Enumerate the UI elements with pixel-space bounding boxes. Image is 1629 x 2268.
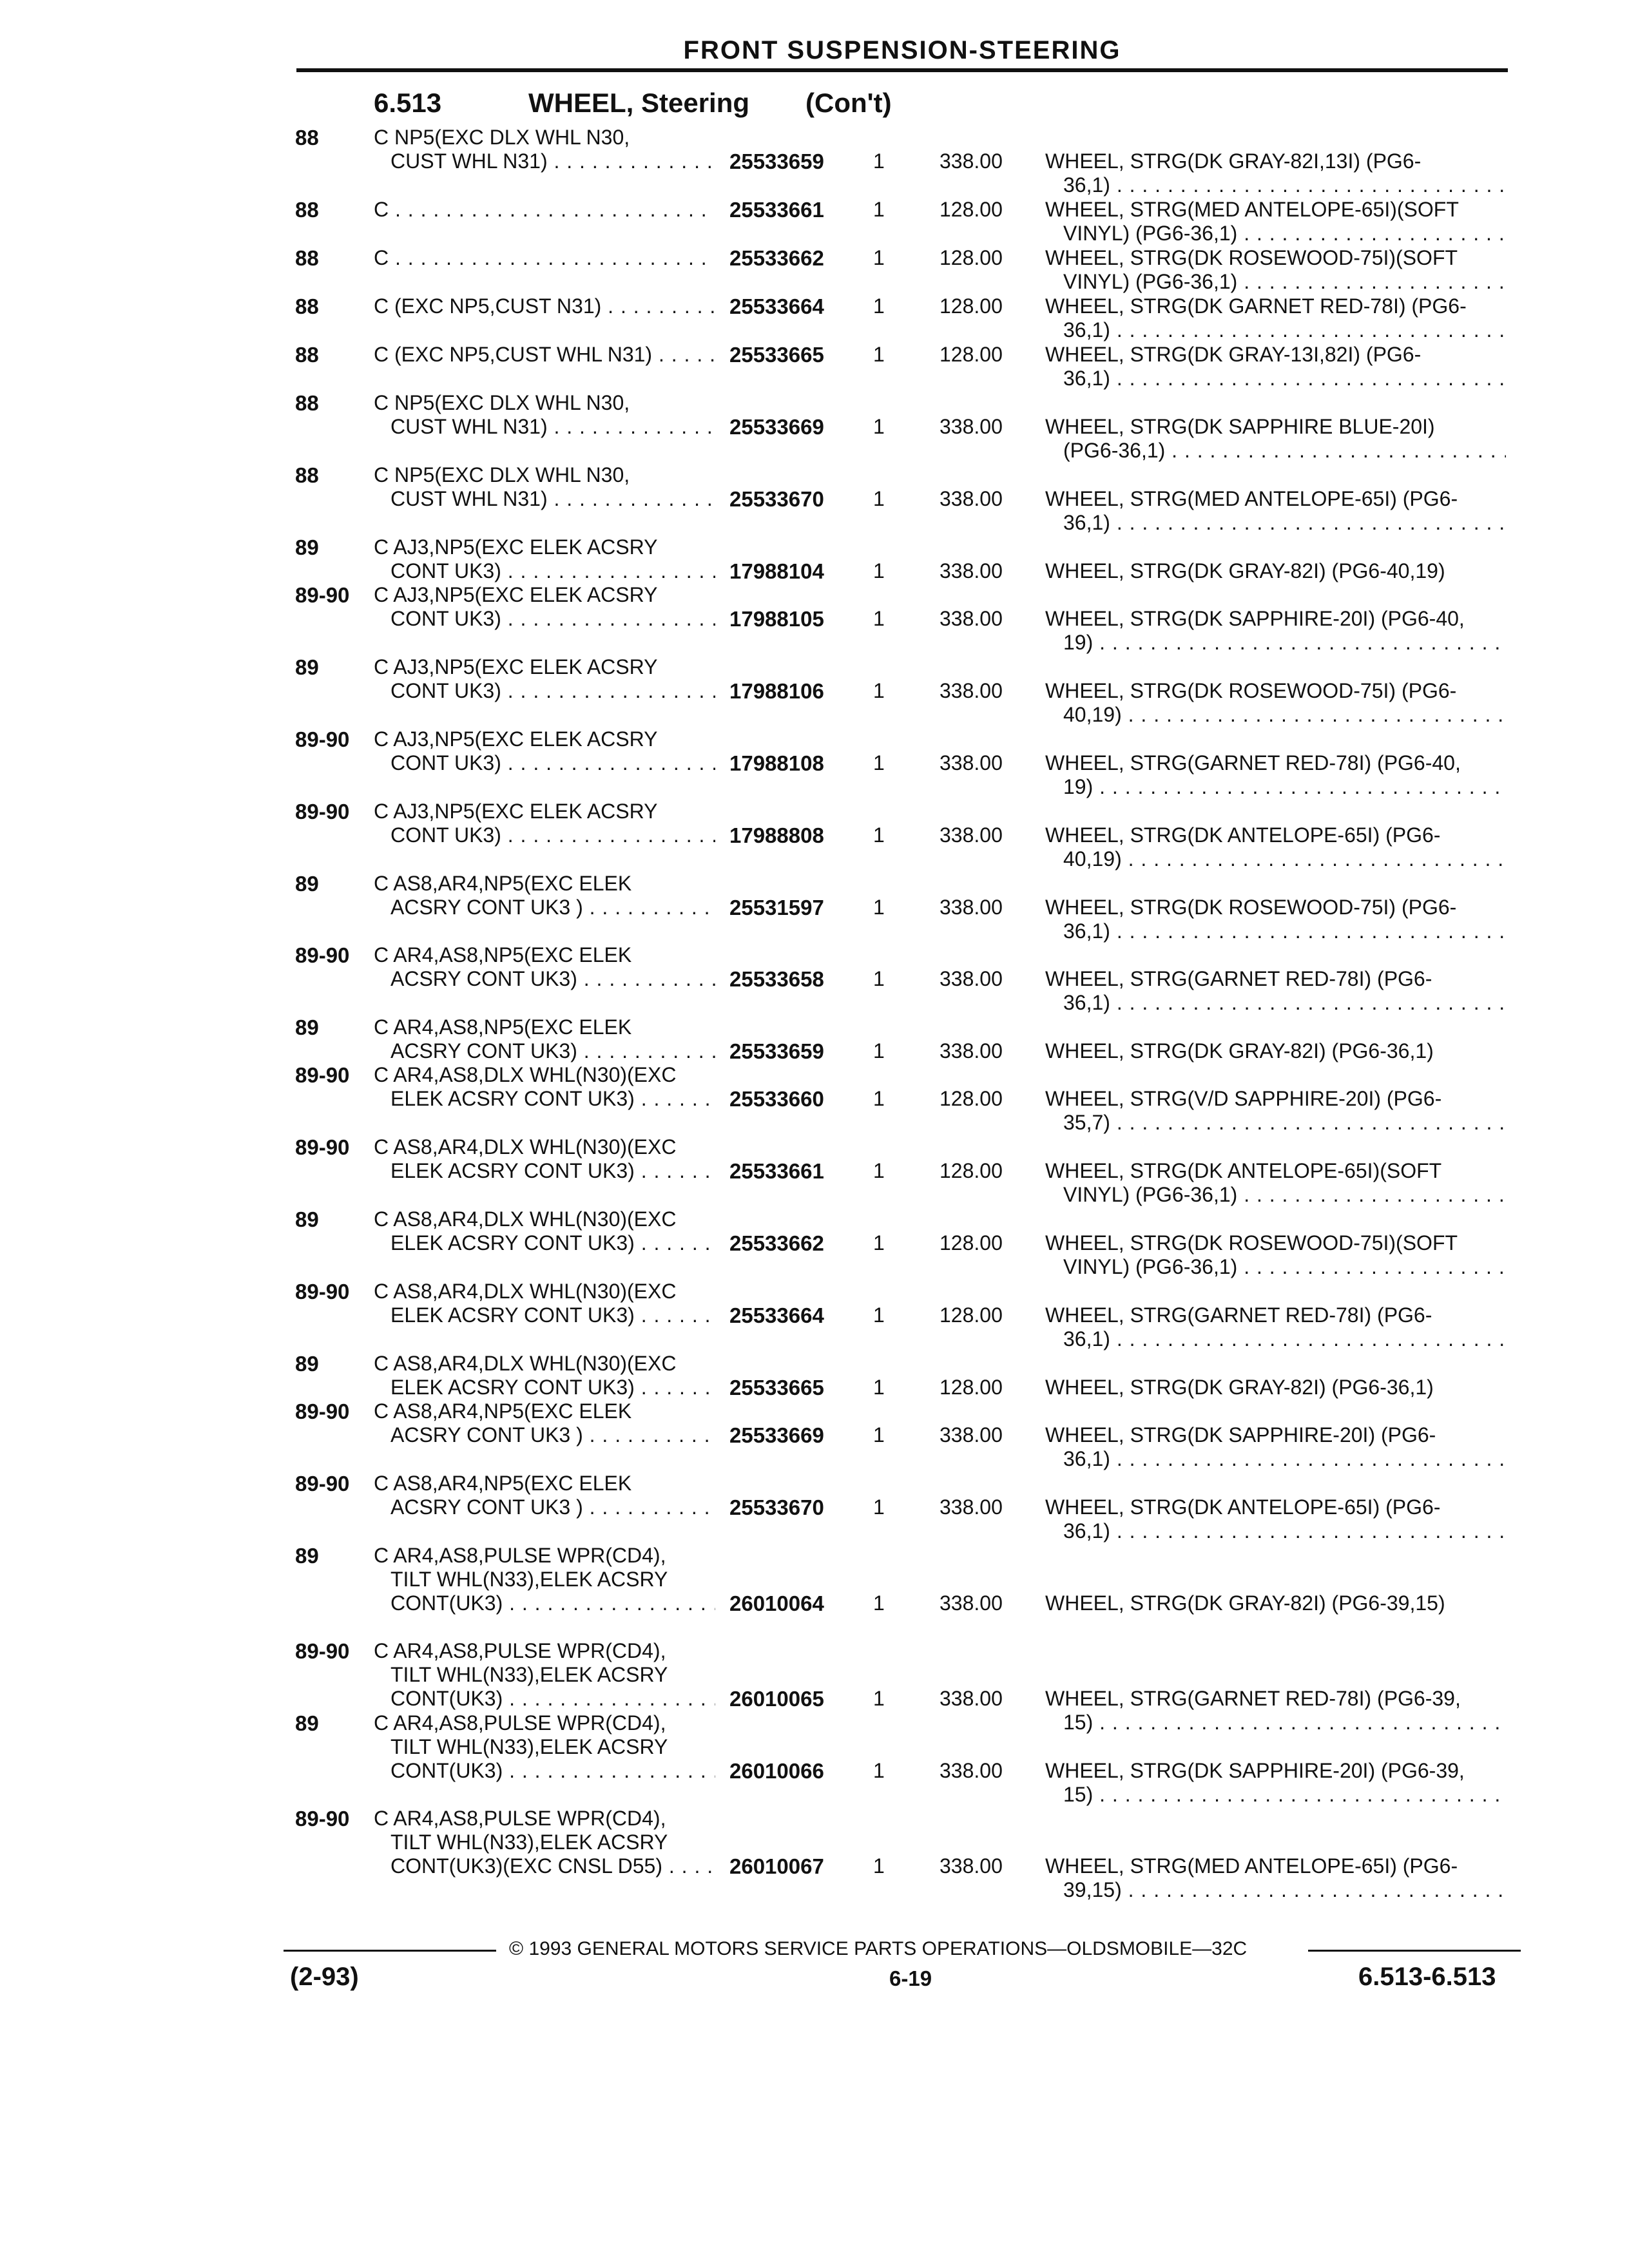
part-name-line: 36,1) . . . [1045,1519,1506,1543]
page-header-title: FRONT SUSPENSION-STEERING [683,36,1121,64]
part-name-line: WHEEL, STRG(DK SAPPHIRE BLUE-20I) [1045,415,1435,438]
list-price: 338.00 [940,1591,1003,1615]
part-name [1045,198,1506,245]
usage-line: C AJ3,NP5(EXC ELEK ACSRY [374,535,658,559]
quantity: 1 [873,1231,885,1254]
quantity: 1 [873,415,885,438]
usage-line: TILT WHL(N33),ELEK ACSRY [390,1735,668,1758]
usage-line: CONT(UK3) . . . [374,1687,715,1711]
part-name-line: WHEEL, STRG(MED ANTELOPE-65I) (PG6- [1045,487,1458,510]
part-name [1045,679,1506,727]
part-name-line: WHEEL, STRG(DK SAPPHIRE-20I) (PG6- [1045,1423,1436,1446]
part-number: 17988105 [729,607,824,631]
part-name-line: 19) . . . [1045,631,1506,655]
part-name [1045,607,1506,655]
usage-description [374,1207,715,1255]
usage-line: ELEK ACSRY CONT UK3) . . . [374,1303,715,1327]
part-name-line: WHEEL, STRG(DK GRAY-82I,13I) (PG6- [1045,149,1422,173]
part-name-line: WHEEL, STRG(DK GRAY-82I) (PG6-39,15) [1045,1591,1445,1615]
usage-description [374,655,715,703]
list-price: 338.00 [940,1423,1003,1446]
usage-description [374,1063,715,1111]
usage-description [374,1639,715,1711]
usage-line: C AS8,AR4,DLX WHL(N30)(EXC [374,1135,677,1158]
model-year: 89 [295,655,319,679]
model-year: 89-90 [295,1807,350,1831]
part-name-line: VINYL) (PG6-36,1) . . . [1045,222,1506,245]
usage-line: CONT(UK3) . . . [374,1759,715,1783]
list-price: 128.00 [940,1159,1003,1182]
quantity: 1 [873,149,885,173]
part-name-line: WHEEL, STRG(DK ROSEWOOD-75I) (PG6- [1045,896,1457,919]
part-name [1045,487,1506,535]
part-name-line: WHEEL, STRG(V/D SAPPHIRE-20I) (PG6- [1045,1087,1442,1110]
copyright-notice: © 1993 GENERAL MOTORS SERVICE PARTS OPERATIONS—OLDSMOBILE—32C [509,1938,1248,1959]
usage-line: C . . . [374,198,715,222]
quantity: 1 [873,1087,885,1110]
part-name-line: WHEEL, STRG(DK ANTELOPE-65I) (PG6- [1045,1495,1441,1519]
part-number: 25533669 [729,415,824,439]
quantity: 1 [873,487,885,510]
part-name-line: (PG6-36,1) . . . [1045,439,1506,463]
header-rule [296,68,1508,72]
part-number: 26010065 [729,1687,824,1711]
usage-description [374,800,715,847]
usage-line: C AS8,AR4,DLX WHL(N30)(EXC [374,1207,677,1231]
part-name [1045,1687,1506,1735]
model-year: 89 [295,872,319,896]
part-name-line: WHEEL, STRG(DK GRAY-13I,82I) (PG6- [1045,343,1422,366]
usage-line: C AJ3,NP5(EXC ELEK ACSRY [374,583,658,606]
quantity: 1 [873,1159,885,1182]
part-number: 25533665 [729,1376,824,1399]
usage-description [374,246,715,270]
list-price: 128.00 [940,1087,1003,1110]
model-year: 89-90 [295,800,350,823]
part-name-line: 36,1) . . . [1045,991,1506,1015]
part-name-line: WHEEL, STRG(DK GRAY-82I) (PG6-36,1) [1045,1039,1434,1062]
part-name-line: 36,1) . . . [1045,173,1506,197]
list-price: 338.00 [940,1687,1003,1710]
part-number: 17988106 [729,679,824,703]
part-number: 26010067 [729,1854,824,1878]
part-name [1045,1303,1506,1351]
part-number: 25533664 [729,294,824,318]
part-name-line: WHEEL, STRG(GARNET RED-78I) (PG6- [1045,1303,1432,1327]
model-year: 88 [295,126,319,149]
part-name [1045,343,1506,390]
part-name [1045,1495,1506,1543]
part-number: 26010064 [729,1591,824,1615]
model-year: 88 [295,391,319,415]
quantity: 1 [873,294,885,318]
part-name-line: VINYL) (PG6-36,1) . . . [1045,270,1506,294]
model-year: 89-90 [295,1639,350,1663]
list-price: 128.00 [940,343,1003,366]
usage-description [374,727,715,775]
section-continued: (Con't) [805,88,892,118]
part-name-line: 15) . . . [1045,1783,1506,1807]
part-name-line: 36,1) . . . [1045,367,1506,390]
list-price: 128.00 [940,198,1003,221]
part-name [1045,149,1506,197]
part-number: 25533659 [729,149,824,173]
list-price: 338.00 [940,149,1003,173]
list-price: 128.00 [940,294,1003,318]
footer-rule-right [1308,1950,1521,1952]
footer-rule-left [284,1950,496,1952]
section-title: WHEEL, Steering [528,88,750,118]
usage-line: C AS8,AR4,NP5(EXC ELEK [374,1399,632,1423]
model-year: 88 [295,343,319,367]
list-price: 338.00 [940,607,1003,630]
part-name-line: WHEEL, STRG(DK ROSEWOOD-75I) (PG6- [1045,679,1457,702]
usage-line: ACSRY CONT UK3) . . . [374,967,715,991]
list-price: 338.00 [940,487,1003,510]
usage-description [374,1544,715,1615]
model-year: 89-90 [295,1135,350,1159]
usage-line: ACSRY CONT UK3 ) . . . [374,1423,715,1447]
usage-line: ACSRY CONT UK3) . . . [374,1039,715,1063]
part-name-line: 35,7) . . . [1045,1111,1506,1135]
usage-line: C AS8,AR4,NP5(EXC ELEK [374,872,632,895]
usage-line: C AS8,AR4,DLX WHL(N30)(EXC [374,1280,677,1303]
quantity: 1 [873,559,885,582]
quantity: 1 [873,679,885,702]
quantity: 1 [873,1759,885,1782]
usage-description [374,1015,715,1063]
part-name-line: WHEEL, STRG(GARNET RED-78I) (PG6-39, [1045,1687,1461,1710]
part-number: 25533659 [729,1039,824,1063]
part-name [1045,1376,1506,1399]
part-number: 25533660 [729,1087,824,1111]
part-name [1045,294,1506,342]
model-year: 89 [295,1352,319,1376]
usage-line: C AR4,AS8,PULSE WPR(CD4), [374,1639,666,1662]
section-number: 6.513 [374,88,442,118]
usage-description [374,583,715,631]
usage-line: CUST WHL N31) . . . [374,149,715,173]
list-price: 128.00 [940,246,1003,269]
part-name [1045,967,1506,1015]
model-year: 88 [295,463,319,487]
part-name-line: 36,1) . . . [1045,318,1506,342]
usage-description [374,535,715,583]
model-year: 89 [295,1207,319,1231]
usage-description [374,343,715,367]
usage-line: TILT WHL(N33),ELEK ACSRY [390,1831,668,1854]
part-number: 26010066 [729,1759,824,1783]
part-name-line: VINYL) (PG6-36,1) . . . [1045,1255,1506,1279]
list-price: 338.00 [940,751,1003,774]
list-price: 338.00 [940,679,1003,702]
part-name-line: 15) . . . [1045,1711,1506,1735]
usage-line: CONT UK3) . . . [374,559,715,583]
list-price: 338.00 [940,967,1003,990]
usage-line: C AR4,AS8,PULSE WPR(CD4), [374,1711,666,1735]
part-name-line: VINYL) (PG6-36,1) . . . [1045,1183,1506,1207]
part-name [1045,1423,1506,1471]
list-price: 338.00 [940,1759,1003,1782]
usage-line: C AR4,AS8,NP5(EXC ELEK [374,1015,632,1039]
usage-line: CONT(UK3)(EXC CNSL D55) . . . [374,1854,715,1878]
part-name [1045,1159,1506,1207]
usage-line: ACSRY CONT UK3 ) . . . [374,1495,715,1519]
usage-line: CONT UK3) . . . [374,751,715,775]
usage-line: C AR4,AS8,PULSE WPR(CD4), [374,1807,666,1830]
part-name-line: WHEEL, STRG(DK ROSEWOOD-75I)(SOFT [1045,246,1458,269]
part-name-line: 39,15) . . . [1045,1878,1506,1902]
part-name-line: WHEEL, STRG(MED ANTELOPE-65I)(SOFT [1045,198,1459,221]
usage-line: C AS8,AR4,NP5(EXC ELEK [374,1472,632,1495]
part-name [1045,1591,1506,1615]
part-name-line: 36,1) . . . [1045,1327,1506,1351]
usage-line: C AJ3,NP5(EXC ELEK ACSRY [374,727,658,751]
usage-line: C AR4,AS8,NP5(EXC ELEK [374,943,632,966]
usage-line: CONT UK3) . . . [374,679,715,703]
part-name-line: 19) . . . [1045,775,1506,799]
model-year: 89-90 [295,1280,350,1303]
usage-line: CONT(UK3) . . . [374,1591,715,1615]
part-name-line: WHEEL, STRG(DK GRAY-82I) (PG6-36,1) [1045,1376,1434,1399]
list-price: 338.00 [940,1495,1003,1519]
usage-description [374,1472,715,1519]
model-year: 89-90 [295,583,350,607]
quantity: 1 [873,1687,885,1710]
part-name [1045,1854,1506,1902]
usage-description [374,126,715,173]
part-name [1045,1231,1506,1279]
usage-description [374,872,715,919]
quantity: 1 [873,823,885,847]
quantity: 1 [873,198,885,221]
quantity: 1 [873,1854,885,1878]
usage-line: ELEK ACSRY CONT UK3) . . . [374,1231,715,1255]
part-number: 17988808 [729,823,824,847]
quantity: 1 [873,1376,885,1399]
part-name-line: WHEEL, STRG(MED ANTELOPE-65I) (PG6- [1045,1854,1458,1878]
part-name-line: WHEEL, STRG(DK SAPPHIRE-20I) (PG6-40, [1045,607,1465,630]
usage-description [374,943,715,991]
part-name-line: WHEEL, STRG(DK GRAY-82I) (PG6-40,19) [1045,559,1445,582]
part-name [1045,751,1506,799]
usage-line: ELEK ACSRY CONT UK3) . . . [374,1087,715,1111]
quantity: 1 [873,896,885,919]
usage-line: CUST WHL N31) . . . [374,415,715,439]
usage-line: CONT UK3) . . . [374,607,715,631]
list-price: 128.00 [940,1231,1003,1254]
model-year: 89-90 [295,1399,350,1423]
part-name [1045,246,1506,294]
part-name-line: 36,1) . . . [1045,919,1506,943]
part-name-line: WHEEL, STRG(GARNET RED-78I) (PG6- [1045,967,1432,990]
model-year: 88 [295,246,319,270]
part-name [1045,1039,1506,1063]
model-year: 89 [295,1015,319,1039]
part-name [1045,896,1506,943]
part-name-line: WHEEL, STRG(GARNET RED-78I) (PG6-40, [1045,751,1461,774]
usage-line: C AR4,AS8,DLX WHL(N30)(EXC [374,1063,677,1086]
quantity: 1 [873,246,885,269]
usage-description [374,1711,715,1783]
list-price: 338.00 [940,559,1003,582]
list-price: 338.00 [940,1039,1003,1062]
model-year: 88 [295,294,319,318]
part-number: 17988104 [729,559,824,583]
part-number: 25533661 [729,1159,824,1183]
part-name-line: WHEEL, STRG(DK ANTELOPE-65I) (PG6- [1045,823,1441,847]
model-year: 89 [295,1544,319,1568]
quantity: 1 [873,343,885,366]
model-year: 89 [295,535,319,559]
model-year: 89-90 [295,727,350,751]
quantity: 1 [873,1039,885,1062]
model-year: 89-90 [295,1472,350,1495]
usage-description [374,1135,715,1183]
quantity: 1 [873,1495,885,1519]
usage-line: ACSRY CONT UK3 ) . . . [374,896,715,919]
part-number: 25533670 [729,1495,824,1519]
usage-line: C AJ3,NP5(EXC ELEK ACSRY [374,655,658,678]
usage-line: C NP5(EXC DLX WHL N30, [374,126,630,149]
part-number: 25533670 [729,487,824,511]
part-name-line: 40,19) . . . [1045,703,1506,727]
usage-description [374,463,715,511]
usage-line: ELEK ACSRY CONT UK3) . . . [374,1376,715,1399]
usage-description [374,294,715,318]
usage-description [374,198,715,222]
usage-line: CONT UK3) . . . [374,823,715,847]
part-name-line: WHEEL, STRG(DK ANTELOPE-65I)(SOFT [1045,1159,1442,1182]
usage-description [374,1352,715,1399]
model-year: 89 [295,1711,319,1735]
part-name-line: 40,19) . . . [1045,847,1506,871]
quantity: 1 [873,607,885,630]
page-number: 6-19 [889,1966,932,1990]
model-year: 89-90 [295,1063,350,1087]
part-name [1045,1759,1506,1807]
model-year: 88 [295,198,319,222]
part-name-line: WHEEL, STRG(DK ROSEWOOD-75I)(SOFT [1045,1231,1458,1254]
quantity: 1 [873,751,885,774]
usage-line: C . . . [374,246,715,270]
part-name-line: 36,1) . . . [1045,511,1506,535]
quantity: 1 [873,1303,885,1327]
part-number: 25533662 [729,1231,824,1255]
quantity: 1 [873,1423,885,1446]
part-name [1045,415,1506,463]
quantity: 1 [873,967,885,990]
part-name-line: WHEEL, STRG(DK GARNET RED-78I) (PG6- [1045,294,1467,318]
revision-date: (2-93) [290,1963,359,1991]
part-name [1045,1087,1506,1135]
part-number: 25533665 [729,343,824,367]
usage-line: C (EXC NP5,CUST N31) . . . [374,294,715,318]
list-price: 128.00 [940,1376,1003,1399]
part-number: 25533661 [729,198,824,222]
usage-description [374,1280,715,1327]
part-number: 25533662 [729,246,824,270]
quantity: 1 [873,1591,885,1615]
usage-line: C (EXC NP5,CUST WHL N31) . . . [374,343,715,367]
list-price: 128.00 [940,1303,1003,1327]
usage-line: C NP5(EXC DLX WHL N30, [374,391,630,414]
usage-line: C NP5(EXC DLX WHL N30, [374,463,630,486]
part-number: 25533669 [729,1423,824,1447]
usage-line: TILT WHL(N33),ELEK ACSRY [390,1568,668,1591]
usage-line: ELEK ACSRY CONT UK3) . . . [374,1159,715,1183]
part-number: 25531597 [729,896,824,919]
part-number: 25533658 [729,967,824,991]
page-range: 6.513-6.513 [1358,1963,1496,1991]
usage-description [374,1807,715,1878]
part-number: 25533664 [729,1303,824,1327]
list-price: 338.00 [940,823,1003,847]
model-year: 89-90 [295,943,350,967]
list-price: 338.00 [940,896,1003,919]
usage-line: C AJ3,NP5(EXC ELEK ACSRY [374,800,658,823]
usage-line: CUST WHL N31) . . . [374,487,715,511]
list-price: 338.00 [940,1854,1003,1878]
usage-line: C AS8,AR4,DLX WHL(N30)(EXC [374,1352,677,1375]
part-name-line: WHEEL, STRG(DK SAPPHIRE-20I) (PG6-39, [1045,1759,1465,1782]
usage-line: C AR4,AS8,PULSE WPR(CD4), [374,1544,666,1567]
part-name [1045,823,1506,871]
part-number: 17988108 [729,751,824,775]
part-name-line: 36,1) . . . [1045,1447,1506,1471]
list-price: 338.00 [940,415,1003,438]
part-name [1045,559,1506,583]
usage-line: TILT WHL(N33),ELEK ACSRY [390,1663,668,1686]
usage-description [374,1399,715,1447]
usage-description [374,391,715,439]
